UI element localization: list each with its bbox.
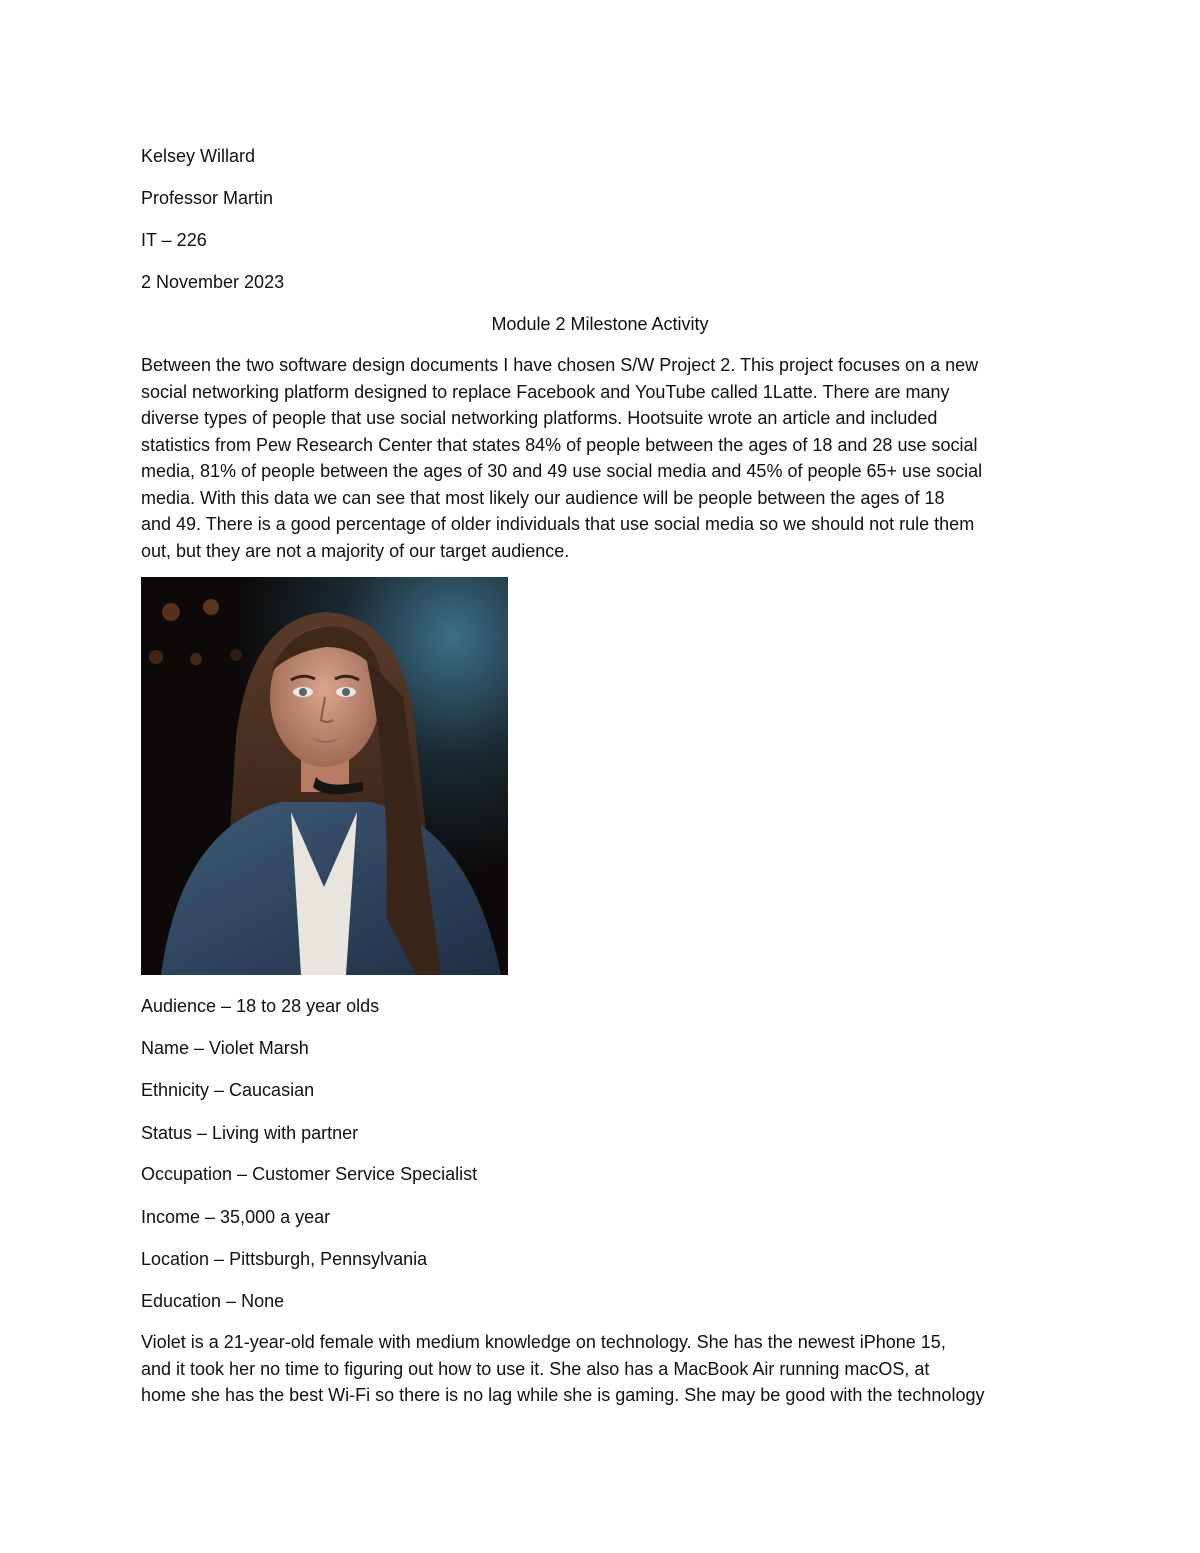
paragraph-line: statistics from Pew Research Center that states 84% of people between the ages of 18 and 28 use social [141, 434, 978, 455]
paragraph-line: Violet is a 21-year-old female with medium knowledge on technology. She has the newest iPhone 15, [141, 1332, 946, 1352]
professor-name: Professor Martin [141, 188, 274, 208]
paragraph-line: social networking platform designed to replace Facebook and YouTube called 1Latte. There are many [141, 381, 950, 402]
course-code: IT – 226 [141, 230, 207, 250]
paragraph-line: and 49. There is a good percentage of older individuals that use social media so we should not rule them [141, 514, 975, 534]
persona-ethnicity: Ethnicity – Caucasian [141, 1080, 315, 1100]
persona-location: Location – Pittsburgh, Pennsylvania [141, 1249, 428, 1269]
persona-photo [141, 577, 508, 975]
persona-education: Education – None [141, 1291, 285, 1311]
persona-occupation: Occupation – Customer Service Specialist [141, 1164, 478, 1184]
paragraph-line: diverse types of people that use social networking platforms. Hootsuite wrote an article and included [141, 408, 938, 428]
document-title: Module 2 Milestone Activity [491, 314, 709, 334]
paragraph-line: out, but they are not a majority of our target audience. [141, 540, 570, 561]
persona-audience: Audience – 18 to 28 year olds [141, 996, 380, 1016]
persona-description [141, 1329, 1066, 1409]
paragraph-line: media, 81% of people between the ages of 30 and 49 use social media and 45% of people 65+ use social [141, 461, 983, 481]
paragraph-line: media. With this data we can see that most likely our audience will be people between the ages of 18 [141, 487, 945, 508]
author-name: Kelsey Willard [141, 146, 256, 166]
persona-income: Income – 35,000 a year [141, 1207, 331, 1227]
intro-paragraph [141, 352, 1066, 564]
paragraph-line: and it took her no time to figuring out how to use it. She also has a MacBook Air running macOS, at [141, 1358, 930, 1379]
paragraph-line: Between the two software design documents I have chosen S/W Project 2. This project focuses on a new [141, 355, 979, 375]
paragraph-line: home she has the best Wi-Fi so there is no lag while she is gaming. She may be good with the technology [141, 1385, 985, 1405]
persona-status: Status – Living with partner [141, 1123, 359, 1143]
document-date: 2 November 2023 [141, 272, 285, 292]
persona-name: Name – Violet Marsh [141, 1038, 309, 1058]
